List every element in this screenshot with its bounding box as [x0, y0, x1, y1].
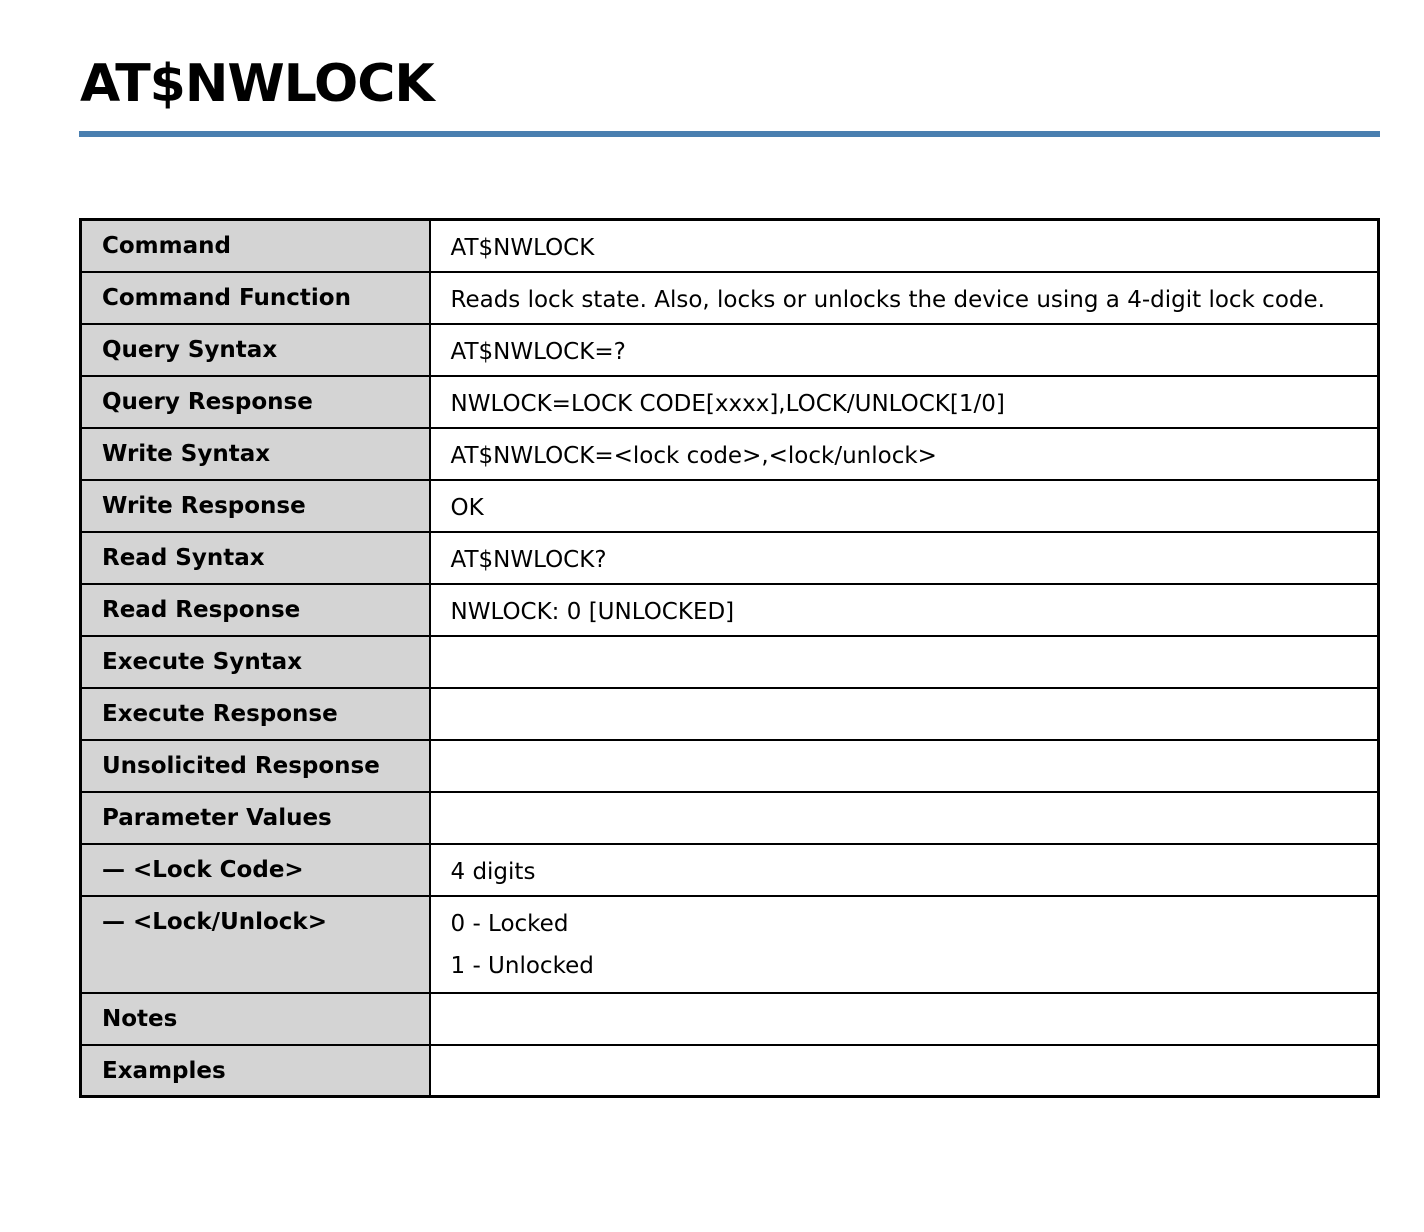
row-label: Write Syntax [81, 428, 430, 480]
row-value: AT$NWLOCK=<lock code>,<lock/unlock> [430, 428, 1379, 480]
row-label: Notes [81, 993, 430, 1045]
row-label: Read Response [81, 584, 430, 636]
table-row-command-function [81, 272, 1379, 324]
table-row-read-syntax [81, 532, 1379, 584]
table-row-read-response [81, 584, 1379, 636]
row-label: Query Response [81, 376, 430, 428]
table-row-query-response [81, 376, 1379, 428]
row-value [430, 792, 1379, 844]
row-label: Parameter Values [81, 792, 430, 844]
row-label: — <Lock Code> [81, 844, 430, 896]
row-label: Unsolicited Response [81, 740, 430, 792]
row-value [430, 1045, 1379, 1097]
table-row-command [81, 220, 1379, 272]
row-value: OK [430, 480, 1379, 532]
row-value [430, 740, 1379, 792]
row-label: Examples [81, 1045, 430, 1097]
row-label: Execute Syntax [81, 636, 430, 688]
table-row-write-response [81, 480, 1379, 532]
row-label: Execute Response [81, 688, 430, 740]
row-label: — <Lock/Unlock> [81, 896, 430, 993]
row-label: Write Response [81, 480, 430, 532]
row-value: AT$NWLOCK=? [430, 324, 1379, 376]
row-value [430, 896, 1379, 993]
table-row-write-syntax [81, 428, 1379, 480]
row-value [430, 993, 1379, 1045]
table-row-lock-code [81, 844, 1379, 896]
table-row-query-syntax [81, 324, 1379, 376]
row-value: NWLOCK=LOCK CODE[xxxx],LOCK/UNLOCK[1/0] [430, 376, 1379, 428]
row-value: AT$NWLOCK? [430, 532, 1379, 584]
page-title: AT$NWLOCK [80, 54, 434, 114]
table-row-execute-syntax [81, 636, 1379, 688]
table-row-lock-unlock [81, 896, 1379, 993]
row-value: NWLOCK: 0 [UNLOCKED] [430, 584, 1379, 636]
table-row-notes [81, 993, 1379, 1045]
row-value: AT$NWLOCK [430, 220, 1379, 272]
table-row-unsolicited-response [81, 740, 1379, 792]
table-row-parameter-values [81, 792, 1379, 844]
title-divider [79, 131, 1380, 137]
row-label: Command Function [81, 272, 430, 324]
table-row-examples [81, 1045, 1379, 1097]
command-spec-table [79, 218, 1380, 1098]
row-label: Command [81, 220, 430, 272]
row-value: Reads lock state. Also, locks or unlocks the device using a 4-digit lock code. [430, 272, 1379, 324]
row-label: Query Syntax [81, 324, 430, 376]
row-value [430, 688, 1379, 740]
row-value [430, 636, 1379, 688]
table-row-execute-response [81, 688, 1379, 740]
value-line-unlocked: 1 - Unlocked [450, 952, 594, 979]
row-label: Read Syntax [81, 532, 430, 584]
row-value: 4 digits [430, 844, 1379, 896]
value-line-locked: 0 - Locked [450, 910, 569, 937]
